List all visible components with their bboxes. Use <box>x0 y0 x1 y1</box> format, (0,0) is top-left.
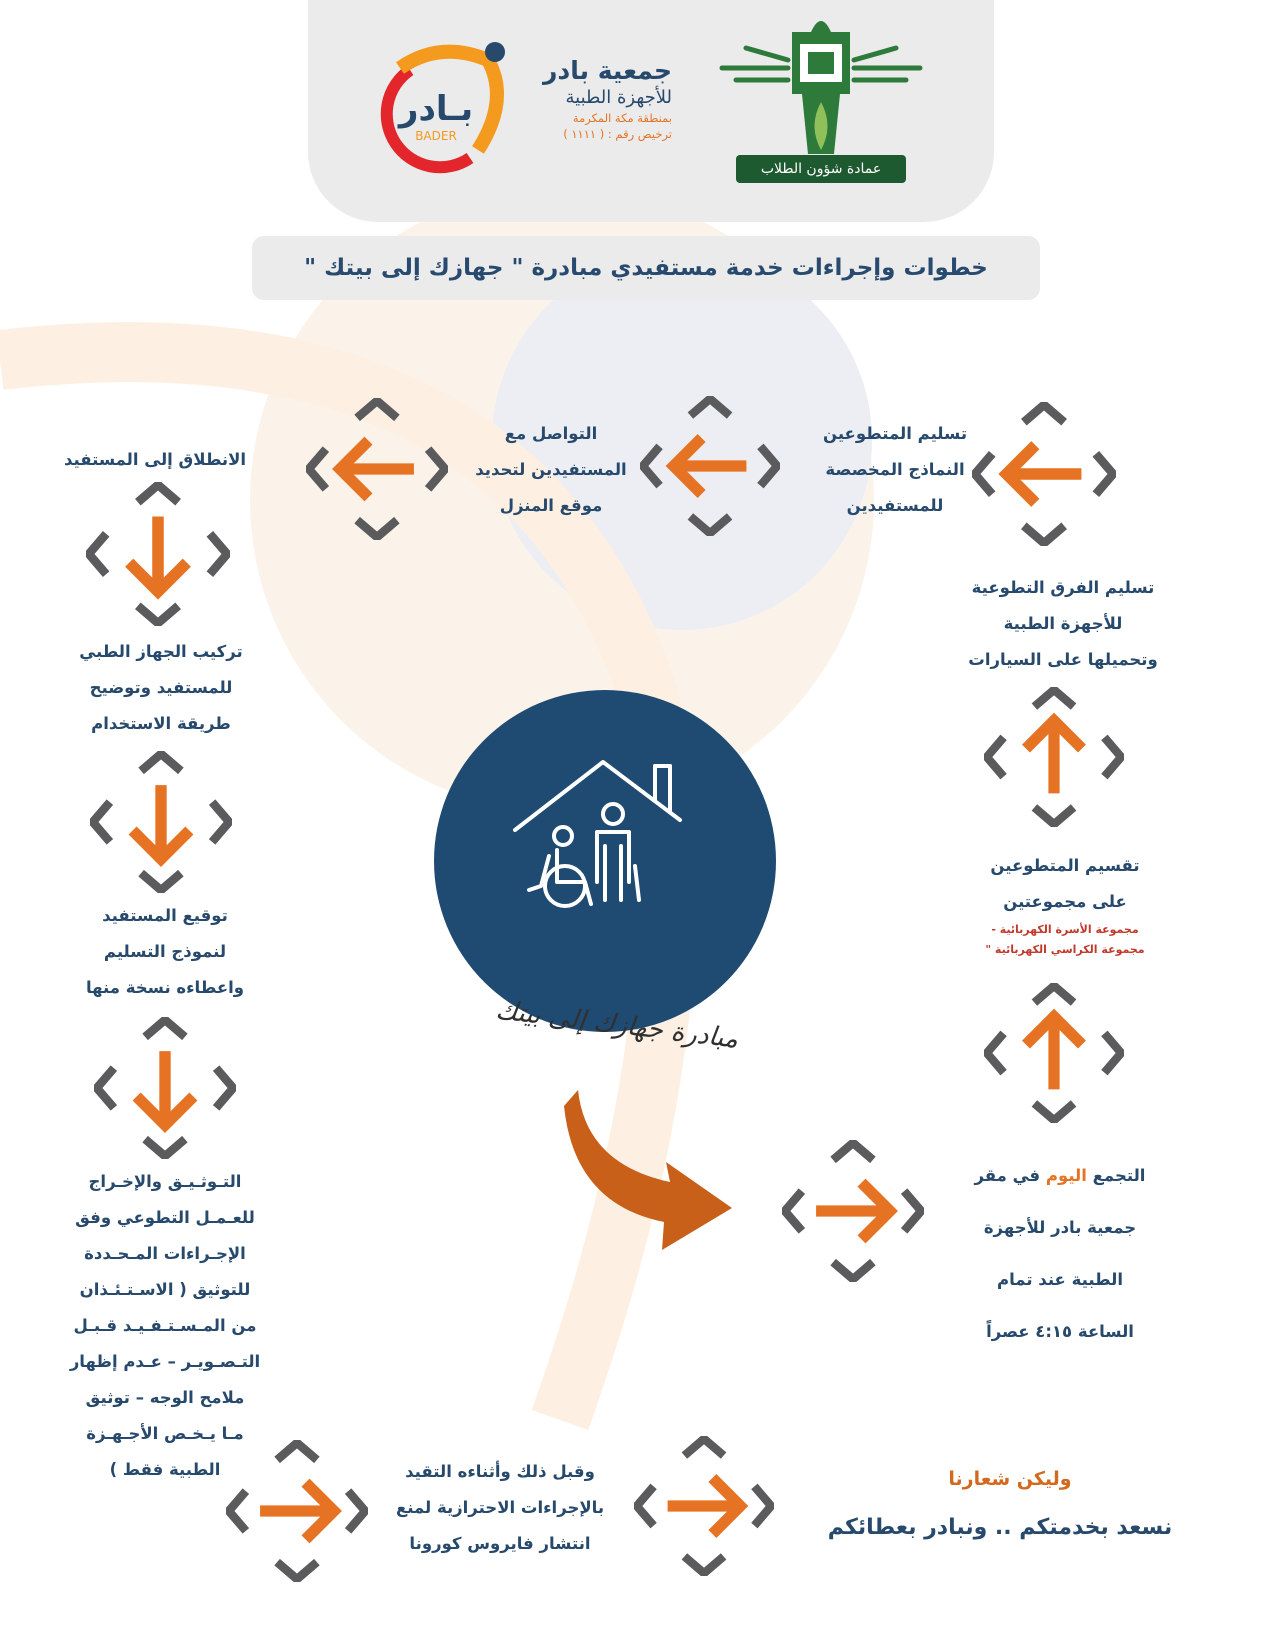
step-6-line-6: التـصـويـر – عـدم إظهار <box>69 1352 261 1371</box>
house-wheelchair-icon <box>505 756 705 936</box>
step-5-line-2: لنموذج التسليم <box>103 942 227 961</box>
step-6-line-2: للعـمـل التطوعي وفق <box>75 1208 255 1227</box>
step-10-line-1: وقبل ذلك وأثناءه التقيد <box>405 1462 595 1481</box>
step-9-line-3: الطبية عند تمام <box>997 1270 1123 1289</box>
step-1-line-2: النماذج المخصصة <box>825 460 965 479</box>
step4-arrow-down-icon <box>86 482 230 626</box>
slogan-title: وليكن شعارنا <box>948 1468 1072 1490</box>
step-6-line-3: الإجـراءات المـحـددة <box>84 1244 246 1263</box>
bader-license: ترخيص رقم : ( ١١١١ ) <box>563 127 672 141</box>
step-10-text <box>370 1454 630 1562</box>
step9-arrow-right-icon <box>782 1140 924 1282</box>
step-3-text <box>50 442 260 478</box>
step-8-line-2: على مجموعتين <box>1003 892 1127 911</box>
slogan-arrow-right-icon <box>634 1436 774 1576</box>
step2-arrow-left-icon <box>640 396 780 536</box>
step-8-text <box>960 848 1170 960</box>
step5-arrow-down-icon <box>90 751 232 893</box>
step-6-text <box>60 1164 270 1488</box>
step-2-text <box>446 416 656 524</box>
step-9-post: في مقر <box>974 1166 1041 1185</box>
step-2-line-1: التواصل مع <box>504 424 598 443</box>
step-1-line-3: للمستفيدين <box>846 496 944 515</box>
deanship-label: عمادة شؤون الطلاب <box>736 155 906 183</box>
step-9-today: اليوم <box>1045 1166 1087 1185</box>
step6-arrow-down-icon <box>94 1017 236 1159</box>
step-7-text <box>948 570 1178 678</box>
bader-logo-latin: BADER <box>415 129 457 143</box>
step-7-line-2: للأجهزة الطبية <box>1003 614 1123 633</box>
step-5-text <box>60 898 270 1006</box>
step-9-line-4: الساعة ٤:١٥ عصراً <box>986 1322 1134 1341</box>
step-10-line-3: انتشار فايروس كورونا <box>409 1534 591 1553</box>
step-7-line-3: وتحميلها على السيارات <box>968 650 1158 669</box>
step-9-line-1 <box>950 1150 1170 1202</box>
step-9-pre: التجمع <box>1092 1166 1146 1185</box>
step-3-line-1: الانطلاق إلى المستفيد <box>63 450 247 469</box>
step-10-line-2: بالإجراءات الاحترازية لمنع <box>395 1498 605 1517</box>
initiative-caption: مبادرة جهازك إلى بيتك <box>494 995 740 1055</box>
step8-arrow-up-icon <box>984 983 1124 1123</box>
step-7-line-1: تسليم الفرق التطوعية <box>971 578 1155 597</box>
step3-arrow-left-icon <box>306 398 448 540</box>
step-2-line-2: المستفيدين لتحديد <box>475 460 627 479</box>
step-6-line-5: من المـسـتـفـيـد قـبـل <box>73 1316 257 1335</box>
step-8-group-2: مجموعة الكراسي الكهربائية " <box>985 943 1145 956</box>
step-6-line-4: للتوثيق ( الاسـتـئـذان <box>79 1280 251 1299</box>
step-1-line-1: تسليم المتطوعين <box>822 424 968 443</box>
step-4-line-1: تركيب الجهاز الطبي <box>79 642 243 661</box>
bader-subtitle: للأجهزة الطبية <box>565 87 672 108</box>
step-6-line-8: مـا يـخـص الأجـهـزة <box>86 1424 244 1443</box>
bader-logo-text: بـادر <box>398 89 474 129</box>
curved-arrow-icon <box>560 1086 760 1256</box>
step-5-line-3: واعطاءه نسخة منها <box>85 978 245 997</box>
step-9-line-2: جمعية بادر للأجهزة <box>983 1218 1137 1237</box>
step-2-line-3: موقع المنزل <box>499 496 603 515</box>
step-5-line-1: توقيع المستفيد <box>102 906 228 925</box>
bader-logo <box>370 40 510 180</box>
step-9-text <box>950 1150 1170 1358</box>
step-8-group-1: مجموعة الأسرة الكهربائية - <box>991 923 1139 936</box>
bader-region: بمنطقة مكة المكرمة <box>572 111 672 125</box>
step7-arrow-up-icon <box>984 687 1124 827</box>
step-4-line-3: طريقة الاستخدام <box>91 714 231 733</box>
page-title: خطوات وإجراءات خدمة مستفيدي مبادرة " جهازك إلى بيتك " <box>252 236 1040 300</box>
step-6-line-9: الطبية فقط ) <box>109 1460 221 1479</box>
bader-text <box>512 56 672 142</box>
deanship-logo <box>716 8 926 158</box>
slogan-text: نسعد بخدمتكم .. ونبادر بعطائكم <box>827 1515 1173 1540</box>
step-4-text <box>56 634 266 742</box>
bader-name: جمعية بادر <box>543 56 672 85</box>
step-1-text <box>790 416 1000 524</box>
step-6-line-1: التـوثـيـق والإخـراج <box>88 1172 242 1191</box>
step-8-line-1: تقسيم المتطوعين <box>990 856 1140 875</box>
step-4-line-2: للمستفيد وتوضيح <box>89 678 233 697</box>
step-6-line-7: ملامح الوجه – توثيق <box>85 1388 245 1407</box>
